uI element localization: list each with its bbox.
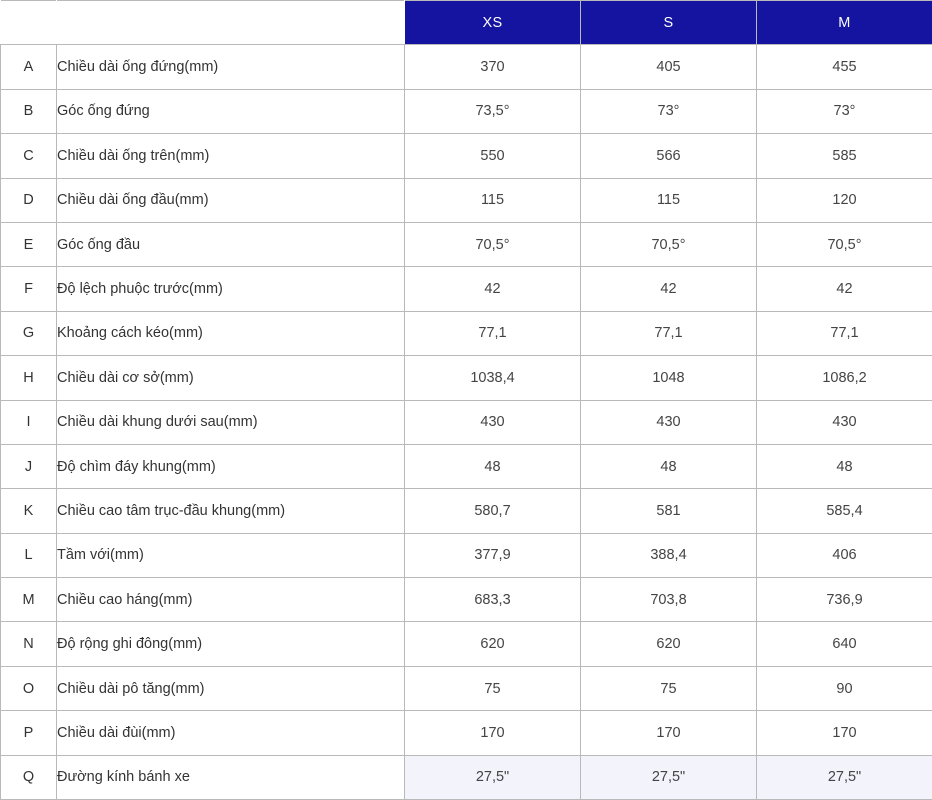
table-row — [1, 178, 932, 222]
row-label: Chiều dài pô tăng(mm) — [57, 666, 405, 710]
row-label: Chiều cao tâm trục-đầu khung(mm) — [57, 489, 405, 533]
row-value-s: 170 — [581, 711, 757, 755]
row-value-m: 27,5" — [757, 755, 932, 799]
row-value-s: 566 — [581, 134, 757, 178]
row-value-m: 585,4 — [757, 489, 932, 533]
row-letter: O — [1, 666, 57, 710]
row-value-xs: 42 — [405, 267, 581, 311]
table-row — [1, 444, 932, 488]
row-letter: I — [1, 400, 57, 444]
row-value-s: 70,5° — [581, 222, 757, 266]
row-value-s: 42 — [581, 267, 757, 311]
row-value-m: 42 — [757, 267, 932, 311]
row-letter: J — [1, 444, 57, 488]
row-value-m: 70,5° — [757, 222, 932, 266]
row-value-m: 170 — [757, 711, 932, 755]
row-value-s: 115 — [581, 178, 757, 222]
row-value-m: 1086,2 — [757, 356, 932, 400]
table-row — [1, 666, 932, 710]
table-body — [1, 45, 932, 800]
row-value-s: 703,8 — [581, 578, 757, 622]
row-letter: B — [1, 89, 57, 133]
row-value-xs: 683,3 — [405, 578, 581, 622]
row-label: Khoảng cách kéo(mm) — [57, 311, 405, 355]
row-label: Chiều dài ống đầu(mm) — [57, 178, 405, 222]
row-letter: C — [1, 134, 57, 178]
row-value-xs: 1038,4 — [405, 356, 581, 400]
row-letter: D — [1, 178, 57, 222]
row-letter: K — [1, 489, 57, 533]
row-value-m: 77,1 — [757, 311, 932, 355]
row-label: Độ rộng ghi đông(mm) — [57, 622, 405, 666]
row-value-m: 640 — [757, 622, 932, 666]
row-label: Góc ống đứng — [57, 89, 405, 133]
table-row — [1, 400, 932, 444]
row-letter: G — [1, 311, 57, 355]
row-value-s: 1048 — [581, 356, 757, 400]
header-size-xs: XS — [405, 1, 581, 45]
row-value-xs: 73,5° — [405, 89, 581, 133]
row-value-s: 73° — [581, 89, 757, 133]
row-label: Độ chìm đáy khung(mm) — [57, 444, 405, 488]
row-letter: A — [1, 45, 57, 89]
row-label: Chiều cao háng(mm) — [57, 578, 405, 622]
header-letter-blank — [1, 1, 57, 45]
row-value-m: 73° — [757, 89, 932, 133]
row-value-m: 585 — [757, 134, 932, 178]
row-letter: M — [1, 578, 57, 622]
row-letter: P — [1, 711, 57, 755]
row-label: Chiều dài khung dưới sau(mm) — [57, 400, 405, 444]
table-row — [1, 267, 932, 311]
table-row — [1, 45, 932, 89]
row-value-xs: 48 — [405, 444, 581, 488]
row-value-s: 27,5" — [581, 755, 757, 799]
row-label: Tầm với(mm) — [57, 533, 405, 577]
table-row — [1, 89, 932, 133]
row-value-s: 48 — [581, 444, 757, 488]
row-label: Góc ống đầu — [57, 222, 405, 266]
row-label: Chiều dài ống trên(mm) — [57, 134, 405, 178]
row-value-xs: 550 — [405, 134, 581, 178]
row-value-m: 406 — [757, 533, 932, 577]
row-letter: Q — [1, 755, 57, 799]
row-value-xs: 170 — [405, 711, 581, 755]
row-value-s: 77,1 — [581, 311, 757, 355]
row-value-xs: 430 — [405, 400, 581, 444]
table-row — [1, 356, 932, 400]
row-value-s: 620 — [581, 622, 757, 666]
table-row — [1, 533, 932, 577]
row-value-m: 736,9 — [757, 578, 932, 622]
row-letter: F — [1, 267, 57, 311]
table-row — [1, 711, 932, 755]
row-value-s: 430 — [581, 400, 757, 444]
row-value-m: 90 — [757, 666, 932, 710]
header-size-m: M — [757, 1, 932, 45]
table-row — [1, 311, 932, 355]
row-value-xs: 75 — [405, 666, 581, 710]
row-value-m: 430 — [757, 400, 932, 444]
row-letter: H — [1, 356, 57, 400]
table-header-row — [1, 1, 932, 45]
row-value-xs: 27,5" — [405, 755, 581, 799]
row-letter: L — [1, 533, 57, 577]
table-row — [1, 489, 932, 533]
row-value-s: 581 — [581, 489, 757, 533]
row-letter: N — [1, 622, 57, 666]
row-label: Chiều dài cơ sở(mm) — [57, 356, 405, 400]
table-row — [1, 578, 932, 622]
row-letter: E — [1, 222, 57, 266]
row-value-xs: 620 — [405, 622, 581, 666]
row-label: Chiều dài đùi(mm) — [57, 711, 405, 755]
row-value-xs: 70,5° — [405, 222, 581, 266]
row-value-s: 75 — [581, 666, 757, 710]
row-value-m: 455 — [757, 45, 932, 89]
row-value-xs: 370 — [405, 45, 581, 89]
table-row — [1, 222, 932, 266]
row-value-s: 405 — [581, 45, 757, 89]
row-value-s: 388,4 — [581, 533, 757, 577]
row-label: Chiều dài ống đứng(mm) — [57, 45, 405, 89]
table-row — [1, 134, 932, 178]
row-label: Độ lệch phuộc trước(mm) — [57, 267, 405, 311]
header-label-blank — [57, 1, 405, 45]
header-size-s: S — [581, 1, 757, 45]
row-value-m: 48 — [757, 444, 932, 488]
row-value-xs: 580,7 — [405, 489, 581, 533]
row-value-xs: 115 — [405, 178, 581, 222]
table-row — [1, 755, 932, 799]
row-value-xs: 77,1 — [405, 311, 581, 355]
row-value-m: 120 — [757, 178, 932, 222]
row-value-xs: 377,9 — [405, 533, 581, 577]
row-label: Đường kính bánh xe — [57, 755, 405, 799]
table-row — [1, 622, 932, 666]
